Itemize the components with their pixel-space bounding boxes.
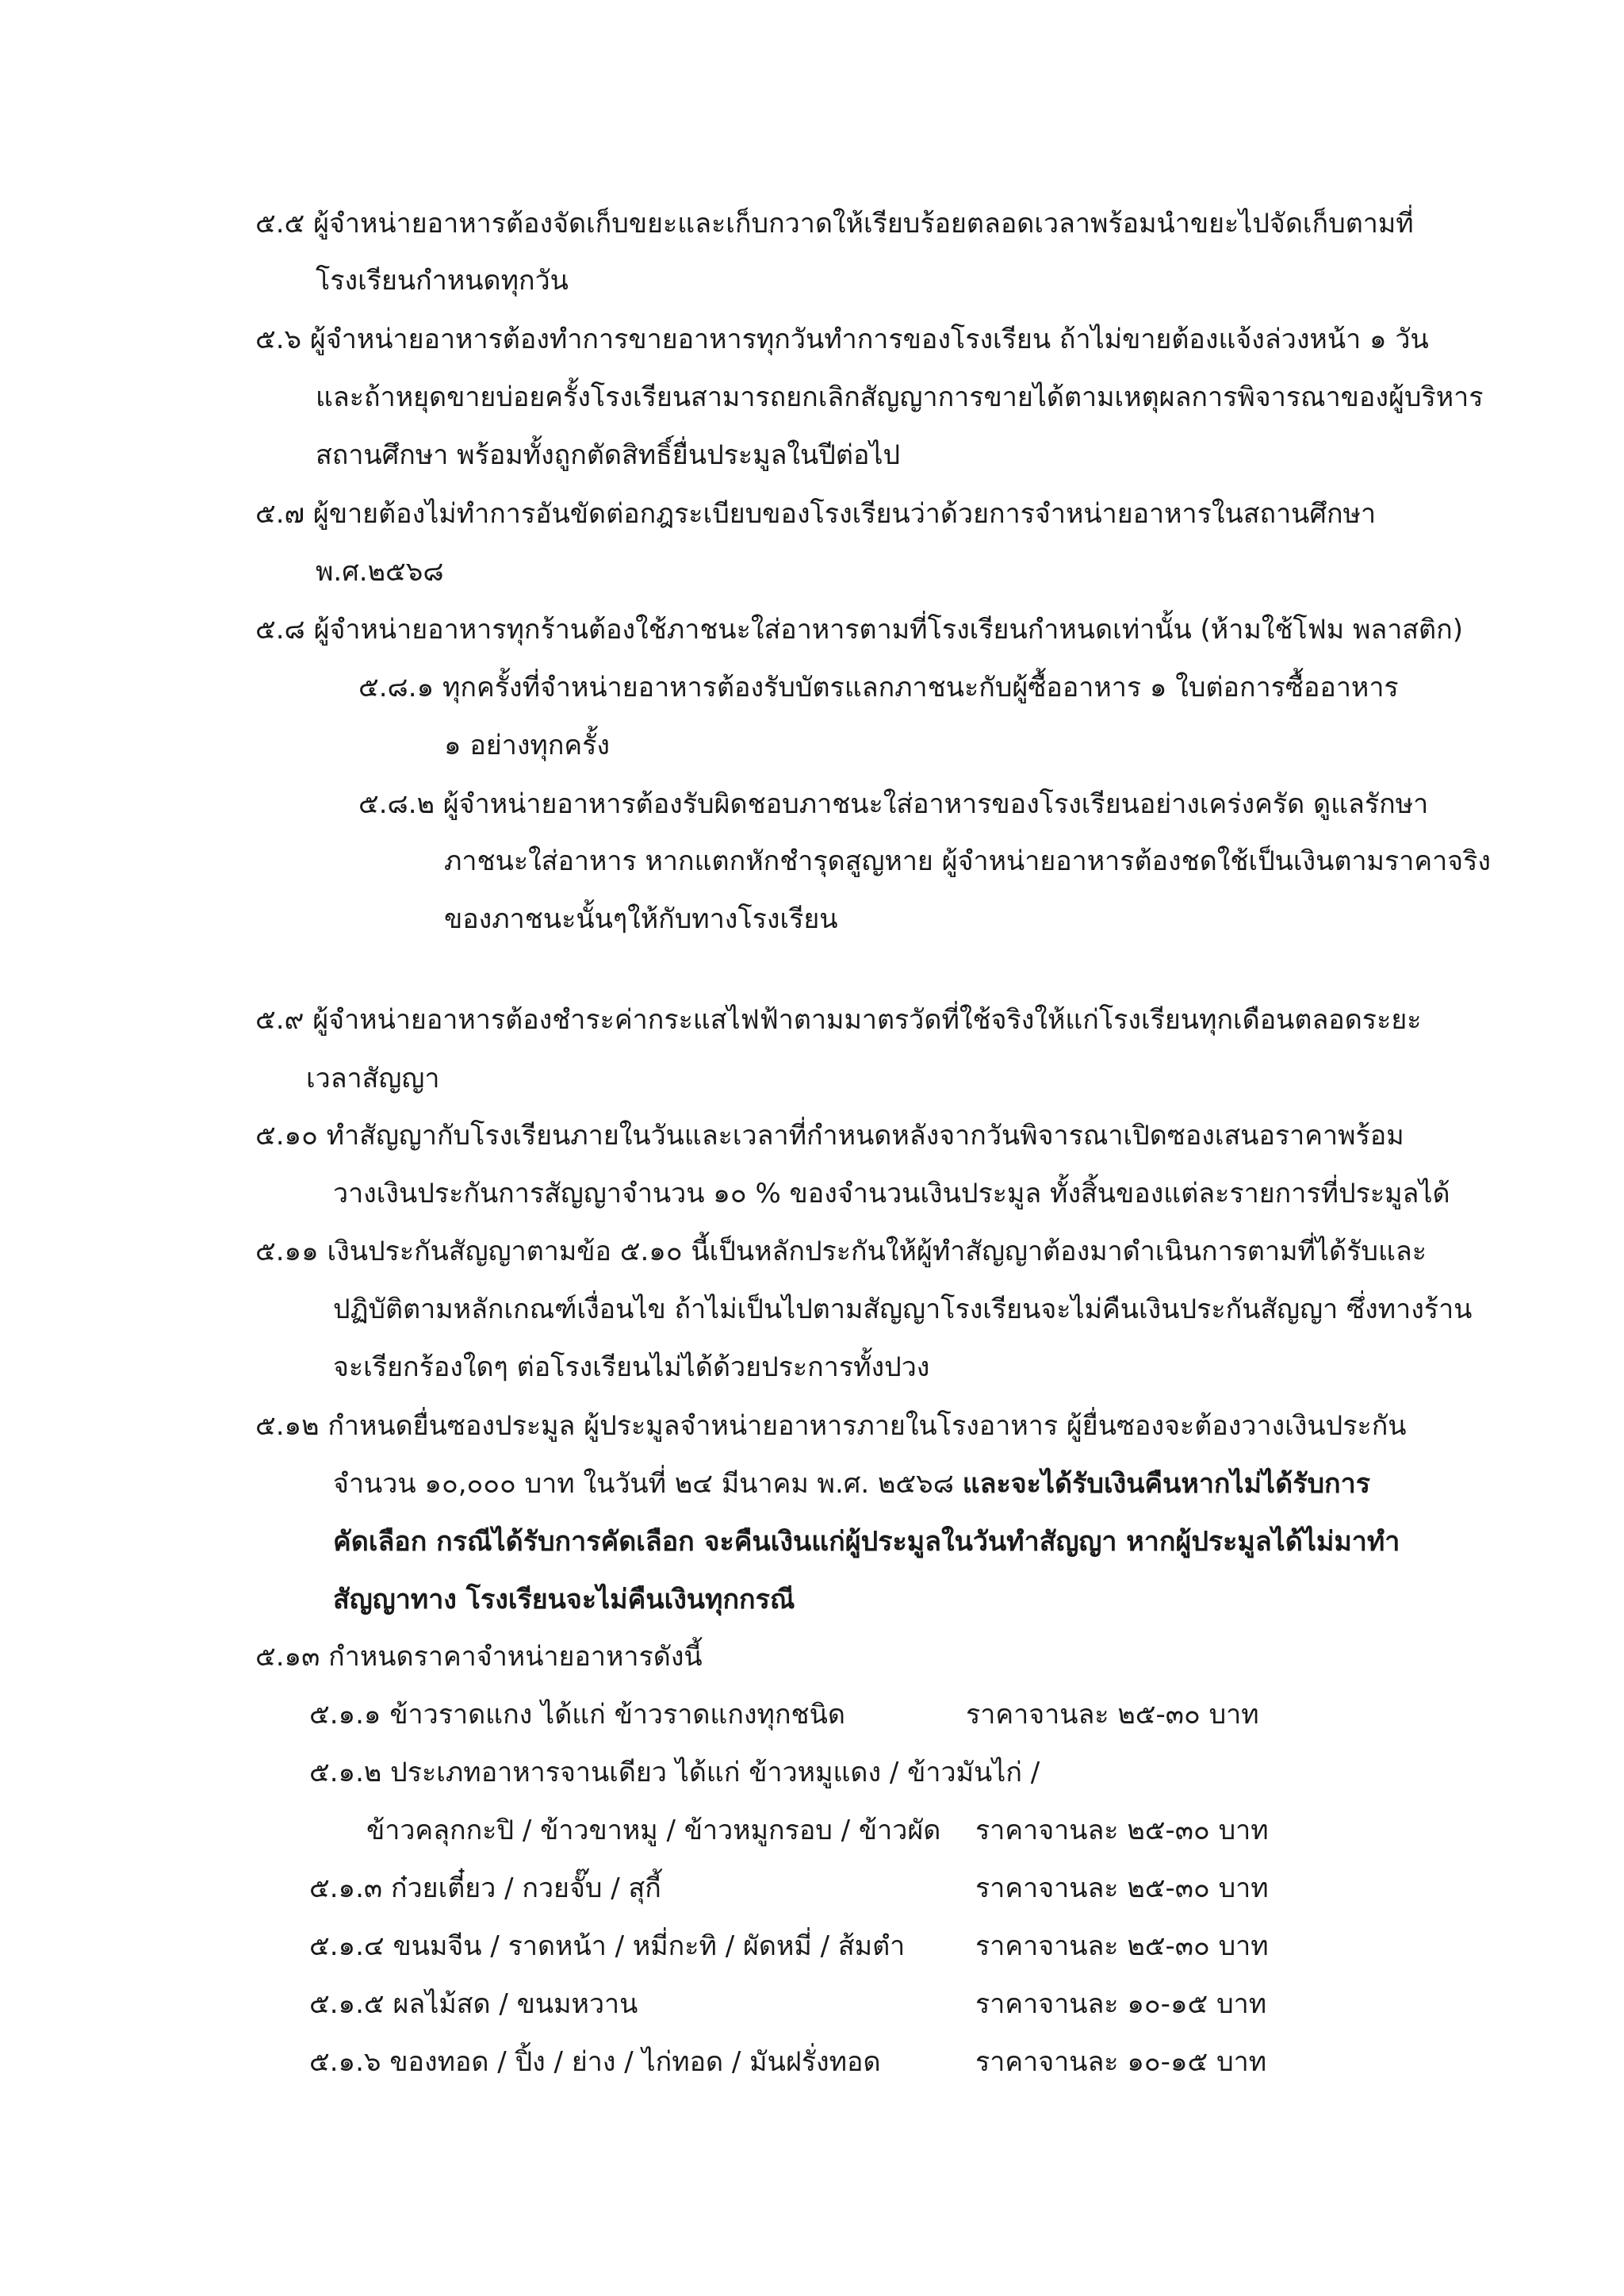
clause-5-10-line-2: วางเงินประกันการสัญญาจำนวน ๑๐ % ของจำนวนเงินประมูล ทั้งสิ้นของแต่ละรายการที่ประมูลได้ [333, 1178, 1450, 1209]
clause-5-6-line-1: ๕.๖ ผู้จำหน่ายอาหารต้องทำการขายอาหารทุกวันทำการของโรงเรียน ถ้าไม่ขายต้องแจ้งล่วงหน้า ๑ วัน [255, 324, 1429, 355]
clause-5-12-line-2 [333, 1465, 1370, 1503]
clause-5-12-line-1: ๕.๑๒ กำหนดยื่นซองประมูล ผู้ประมูลจำหน่ายอาหารภายในโรงอาหาร ผู้ยื่นซองจะต้องวางเงินประกัน [255, 1410, 1407, 1442]
clause-5-5-line-2: โรงเรียนกำหนดทุกวัน [316, 265, 569, 297]
clause-5-5-line-1: ๕.๕ ผู้จำหน่ายอาหารต้องจัดเก็บขยะและเก็บกวาดให้เรียบร้อยตลอดเวลาพร้อมนำขยะไปจัดเก็บตามที่ [255, 208, 1414, 240]
price-item-label: ๕.๑.๖ ของทอด / ปิ้ง / ย่าง / ไก่ทอด / มันฝรั่งทอด [309, 2046, 881, 2078]
clause-5-11-line-2: ปฏิบัติตามหลักเกณฑ์เงื่อนไข ถ้าไม่เป็นไปตามสัญญาโรงเรียนจะไม่คืนเงินประกันสัญญา ซึ่งทางร้าน [333, 1294, 1473, 1325]
clause-5-8-1-line-2: ๑ อย่างทุกครั้ง [444, 730, 611, 761]
clause-5-8-line-1: ๕.๘ ผู้จำหน่ายอาหารทุกร้านต้องใช้ภาชนะใส่อาหารตามที่โรงเรียนกำหนดเท่านั้น (ห้ามใช้โฟม พลาสติก) [255, 614, 1463, 646]
price-item-price: ราคาจานละ ๒๕-๓๐ บาท [975, 1872, 1269, 1904]
clause-5-11-line-1: ๕.๑๑ เงินประกันสัญญาตามข้อ ๕.๑๐ นี้เป็นหลักประกันให้ผู้ทำสัญญาต้องมาดำเนินการตามที่ได้รับและ [255, 1236, 1427, 1267]
clause-5-13-line-1: ๕.๑๓ กำหนดราคาจำหน่ายอาหารดังนี้ [255, 1641, 703, 1673]
price-item-label: ๕.๑.๔ ขนมจีน / ราดหน้า / หมี่กะทิ / ผัดหมี่ / ส้มตำ [309, 1930, 906, 1962]
clause-5-8-2-line-3: ของภาชนะนั้นๆให้กับทางโรงเรียน [444, 903, 838, 935]
price-item-label: ข้าวคลุกกะปิ / ข้าวขาหมู / ข้าวหมูกรอบ / ข้าวผัด [366, 1815, 941, 1846]
clause-5-8-1-line-1: ๕.๘.๑ ทุกครั้งที่จำหน่ายอาหารต้องรับบัตรแลกภาชนะกับผู้ซื้ออาหาร ๑ ใบต่อการซื้ออาหาร [358, 672, 1399, 703]
clause-5-8-2-line-1: ๕.๘.๒ ผู้จำหน่ายอาหารต้องรับผิดชอบภาชนะใส่อาหารของโรงเรียนอย่างเคร่งครัด ดูแลรักษา [358, 788, 1429, 820]
clause-5-6-line-2: และถ้าหยุดขายบ่อยครั้งโรงเรียนสามารถยกเลิกสัญญาการขายได้ตามเหตุผลการพิจารณาของผู้บริหาร [316, 381, 1484, 413]
clause-5-12-refund-text: และจะได้รับเงินคืนหากไม่ได้รับการ [962, 1468, 1370, 1500]
price-item-label: ๕.๑.๑ ข้าวราดแกง ได้แก่ ข้าวราดแกงทุกชนิด [309, 1699, 845, 1731]
price-item-price: ราคาจานละ ๒๕-๓๐ บาท [975, 1930, 1269, 1962]
clause-5-8-2-line-2: ภาชนะใส่อาหาร หากแตกหักชำรุดสูญหาย ผู้จำหน่ายอาหารต้องชดใช้เป็นเงินตามราคาจริง [444, 845, 1491, 877]
clause-5-12-line-3: คัดเลือก กรณีได้รับการคัดเลือก จะคืนเงินแก่ผู้ประมูลในวันทำสัญญา หากผู้ประมูลได้ไม่มาทำ [333, 1526, 1400, 1558]
clause-5-7-line-1: ๕.๗ ผู้ขายต้องไม่ทำการอันขัดต่อกฎระเบียบของโรงเรียนว่าด้วยการจำหน่ายอาหารในสถานศึกษา [255, 498, 1377, 530]
clause-5-11-line-3: จะเรียกร้องใดๆ ต่อโรงเรียนไม่ได้ด้วยประการทั้งปวง [333, 1351, 930, 1383]
clause-5-12-line-4: สัญญาทาง โรงเรียนจะไม่คืนเงินทุกกรณี [333, 1584, 795, 1616]
price-item-price: ราคาจานละ ๒๕-๓๐ บาท [966, 1699, 1259, 1731]
clause-5-10-line-1: ๕.๑๐ ทำสัญญากับโรงเรียนภายในวันและเวลาที่กำหนดหลังจากวันพิจารณาเปิดซองเสนอราคาพร้อม [255, 1120, 1404, 1152]
price-item-price: ราคาจานละ ๑๐-๑๕ บาท [975, 2046, 1267, 2078]
clause-5-9-line-2: เวลาสัญญา [306, 1063, 440, 1094]
price-item-price: ราคาจานละ ๒๕-๓๐ บาท [975, 1815, 1269, 1846]
clause-5-7-line-2: พ.ศ.๒๕๖๘ [316, 556, 444, 588]
price-item-price: ราคาจานละ ๑๐-๑๕ บาท [975, 1988, 1267, 2020]
price-item-label: ๕.๑.๕ ผลไม้สด / ขนมหวาน [309, 1988, 638, 2020]
price-item-label: ๕.๑.๒ ประเภทอาหารจานเดียว ได้แก่ ข้าวหมูแดง / ข้าวมันไก่ / [309, 1757, 1040, 1788]
clause-5-6-line-3: สถานศึกษา พร้อมทั้งถูกตัดสิทธิ์ยื่นประมูลในปีต่อไป [316, 439, 901, 471]
clause-5-12-deposit-text: จำนวน ๑๐,๐๐๐ บาท ในวันที่ ๒๔ มีนาคม พ.ศ. ๒๕๖๘ [333, 1468, 963, 1500]
price-item-label: ๕.๑.๓ ก๋วยเตี๋ยว / กวยจั๊บ / สุกี้ [309, 1872, 661, 1904]
clause-5-9-line-1: ๕.๙ ผู้จำหน่ายอาหารต้องชำระค่ากระแสไฟฟ้าตามมาตรวัดที่ใช้จริงให้แก่โรงเรียนทุกเดือนตลอดระยะ [255, 1004, 1422, 1036]
